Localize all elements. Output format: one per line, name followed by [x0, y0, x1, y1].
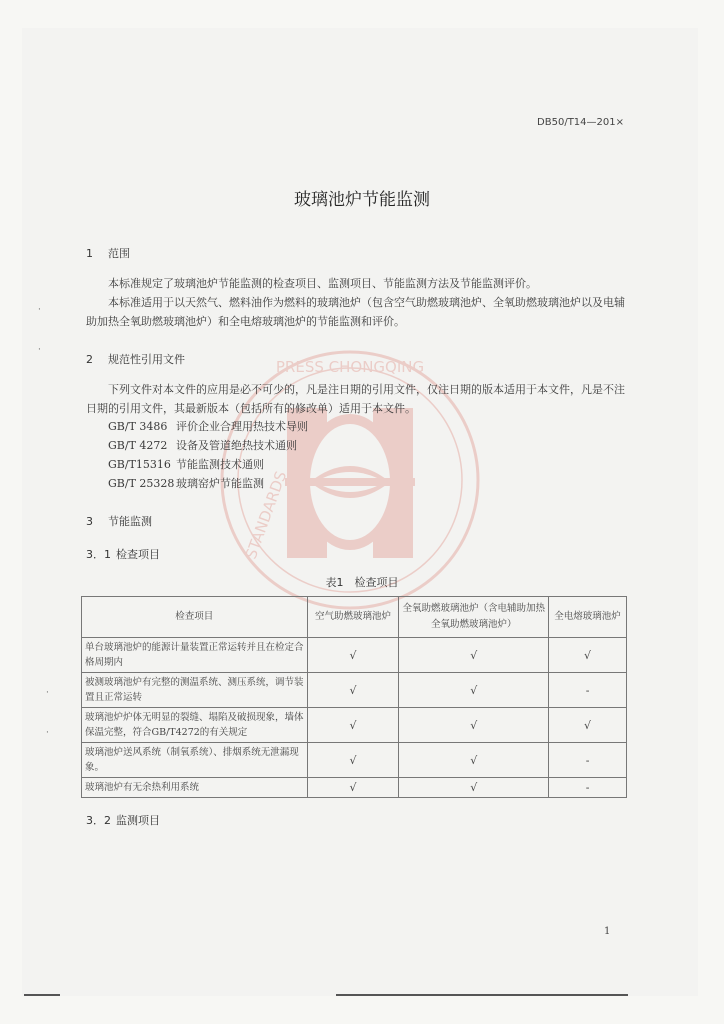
- section-title: 范围: [108, 247, 130, 260]
- scope-paragraph-1: 本标准规定了玻璃池炉节能监测的检查项目、监测项目、节能监测方法及节能监测评价。: [108, 277, 537, 290]
- section-3-1-heading: [86, 546, 160, 562]
- cell-oxy: √: [399, 673, 549, 708]
- svg-text:PRESS CHONGQING: PRESS CHONGQING: [275, 358, 425, 376]
- cell-oxy: √: [399, 708, 549, 743]
- section-3-heading: [86, 513, 152, 529]
- document-title: 玻璃池炉节能监测: [294, 190, 430, 210]
- scan-edge-line: [336, 994, 628, 996]
- svg-text:STANDARDS: STANDARDS: [241, 468, 291, 562]
- section-title: 检查项目: [116, 548, 160, 561]
- cell-item: 玻璃池炉送风系统（制氧系统）、排烟系统无泄漏现象。: [82, 743, 308, 778]
- section-number: 2: [86, 353, 93, 366]
- reference-item: [108, 455, 308, 474]
- cell-item: 玻璃池炉炉体无明显的裂缝、塌陷及破损现象，墙体保温完整，符合GB/T4272的有关规定: [82, 708, 308, 743]
- reference-code: GB/T 3486: [108, 420, 168, 433]
- table-row: [82, 673, 627, 708]
- reference-item: [108, 436, 308, 455]
- reference-code: GB/T15316: [108, 458, 171, 471]
- reference-list: [108, 417, 308, 493]
- document-page: [22, 28, 698, 996]
- section-number: 3．1: [86, 548, 111, 561]
- section-3-2-heading: [86, 812, 160, 828]
- table-row: [82, 708, 627, 743]
- reference-code: GB/T 25328: [108, 477, 175, 490]
- check-items-table: [81, 596, 627, 798]
- scope-text: [86, 274, 626, 331]
- section-2-heading: [86, 351, 185, 367]
- section-number: 3．2: [86, 814, 111, 827]
- scope-paragraph-2: 本标准适用于以天然气、燃料油作为燃料的玻璃池炉（包含空气助燃玻璃池炉、全氧助燃玻璃池炉以及电辅助加热全氧助燃玻璃池炉）和全电熔玻璃池炉的节能监测和评价。: [86, 296, 625, 328]
- scan-speck: ·: [38, 345, 41, 355]
- cell-elec: -: [549, 778, 627, 798]
- cell-item: 玻璃池炉有无余热利用系统: [82, 778, 308, 798]
- cell-elec: √: [549, 708, 627, 743]
- cell-oxy: √: [399, 638, 549, 673]
- section-number: 1: [86, 247, 93, 260]
- reference-item: [108, 474, 308, 493]
- column-header-elec: 全电熔玻璃池炉: [549, 597, 627, 638]
- cell-elec: -: [549, 743, 627, 778]
- cell-elec: √: [549, 638, 627, 673]
- cell-oxy: √: [399, 778, 549, 798]
- page-number: 1: [604, 926, 611, 937]
- column-header-item: 检查项目: [82, 597, 308, 638]
- column-header-oxy: 全氧助燃玻璃池炉（含电辅助加热全氧助燃玻璃池炉）: [399, 597, 549, 638]
- section-title: 规范性引用文件: [108, 353, 185, 366]
- cell-oxy: √: [399, 743, 549, 778]
- cell-item: 被测玻璃池炉有完整的测温系统、测压系统，调节装置且正常运转: [82, 673, 308, 708]
- section-title: 节能监测: [108, 515, 152, 528]
- cell-air: √: [307, 708, 399, 743]
- reference-item: [108, 417, 308, 436]
- cell-air: √: [307, 638, 399, 673]
- scan-edge-line: [24, 994, 60, 996]
- scan-speck: ·: [46, 688, 49, 698]
- reference-name: 设备及管道绝热技术通则: [176, 439, 297, 452]
- column-header-air: 空气助燃玻璃池炉: [307, 597, 399, 638]
- table-caption: 表1 检查项目: [325, 576, 399, 589]
- table-row: [82, 638, 627, 673]
- section-number: 3: [86, 515, 93, 528]
- cell-air: √: [307, 673, 399, 708]
- cell-item: 单台玻璃池炉的能源计量装置正常运转并且在检定合格周期内: [82, 638, 308, 673]
- cell-elec: -: [549, 673, 627, 708]
- normative-intro: [86, 380, 626, 418]
- scan-speck: ·: [38, 305, 41, 315]
- normative-intro-paragraph: 下列文件对本文件的应用是必不可少的，凡是注日期的引用文件，仅注日期的版本适用于本文件，凡是不注日期的引用文件，其最新版本（包括所有的修改单）适用于本文件。: [86, 383, 625, 415]
- cell-air: √: [307, 743, 399, 778]
- scan-speck: ·: [46, 728, 49, 738]
- reference-name: 玻璃窑炉节能监测: [176, 477, 264, 490]
- reference-code: GB/T 4272: [108, 439, 168, 452]
- section-1-heading: [86, 245, 130, 261]
- table-row: [82, 743, 627, 778]
- table-row: [82, 778, 627, 798]
- cell-air: √: [307, 778, 399, 798]
- table-header-row: [82, 597, 627, 638]
- section-title: 监测项目: [116, 814, 160, 827]
- reference-name: 节能监测技术通则: [176, 458, 264, 471]
- document-code: DB50/T14—201×: [537, 117, 624, 128]
- reference-name: 评价企业合理用热技术导则: [176, 420, 308, 433]
